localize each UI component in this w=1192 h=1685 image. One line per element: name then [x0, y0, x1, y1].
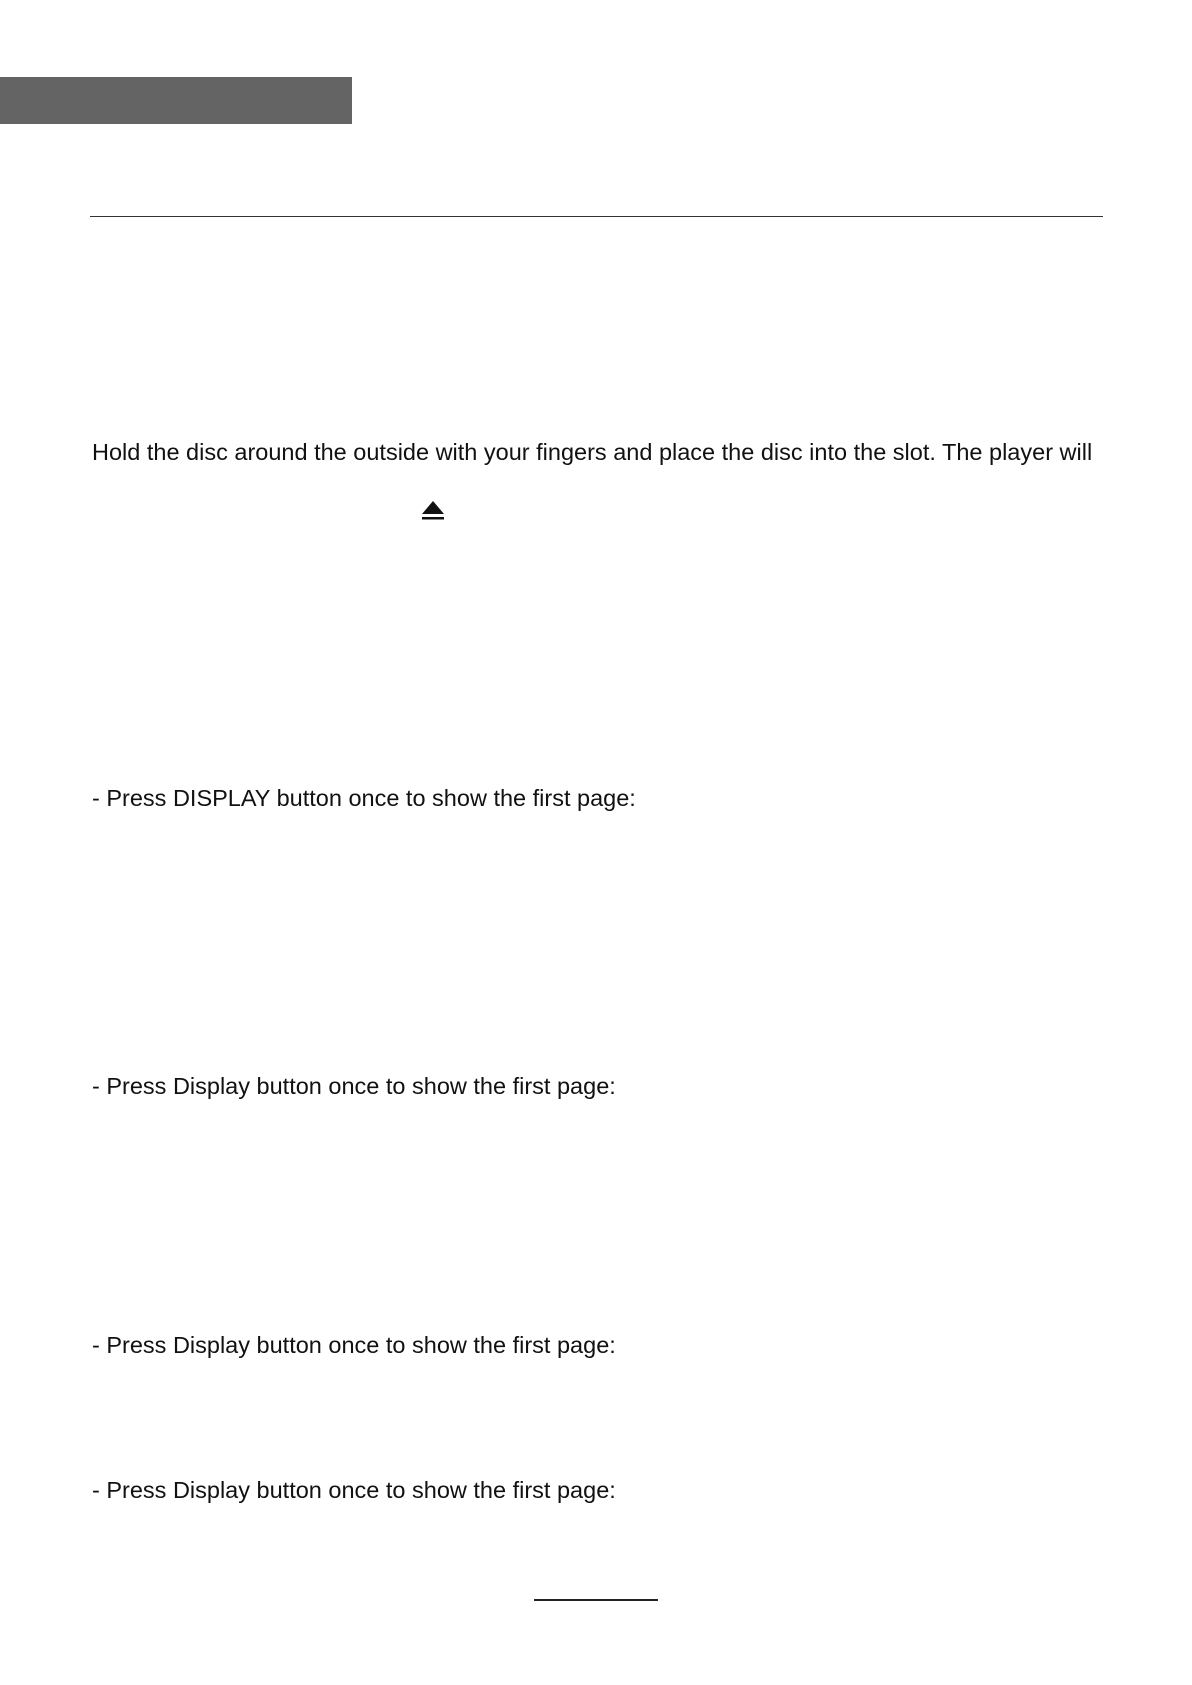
- display-instruction-4: - Press Display button once to show the first page:: [92, 1477, 616, 1503]
- display-instruction-3: - Press Display button once to show the first page:: [92, 1332, 616, 1358]
- display-instruction-2: - Press Display button once to show the first page:: [92, 1073, 616, 1099]
- section-header-bar: [0, 77, 352, 124]
- page-number-rule: [534, 1599, 658, 1601]
- eject-icon: [421, 500, 445, 522]
- top-divider: [90, 216, 1103, 217]
- disc-insert-instruction: Hold the disc around the outside with your fingers and place the disc into the slot. The player will: [92, 439, 1093, 465]
- display-instruction-1: - Press DISPLAY button once to show the first page:: [92, 785, 636, 811]
